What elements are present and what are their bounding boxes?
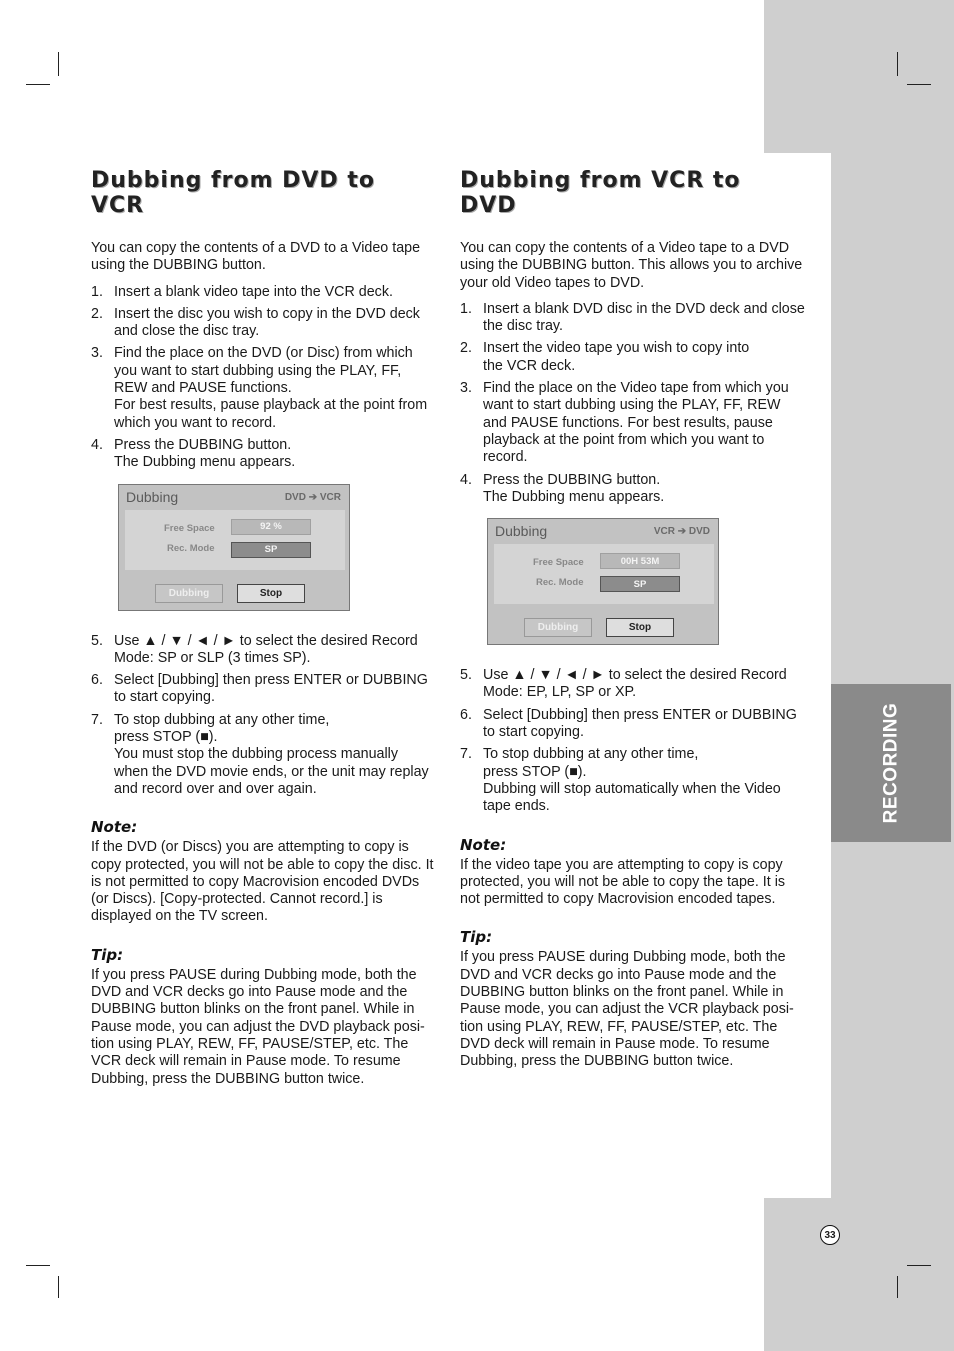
step-text: Use ▲ / ▼ / ◄ / ► to select the desired Record Mode: EP, LP, SP or XP. (483, 667, 787, 701)
step-item (460, 380, 805, 466)
step-text: Insert the disc you wish to copy in the DVD deck and close the disc tray. (114, 305, 420, 340)
step-text: Press the DUBBING button. The Dubbing menu appears. (114, 436, 296, 471)
step-text: Select [Dubbing] then press ENTER or DUBBING to start copying. (114, 672, 428, 706)
step-item (91, 345, 436, 431)
dubbing-menu (118, 484, 350, 611)
margin-band-top (764, 0, 954, 153)
free-space-label: Free Space (164, 522, 215, 534)
step-item (91, 306, 436, 341)
margin-band-bottom (764, 1198, 954, 1351)
steps-list (91, 633, 436, 799)
step-item (460, 340, 805, 375)
crop-mark (907, 1265, 931, 1266)
step-item (91, 437, 436, 472)
step-item (91, 633, 436, 668)
rec-mode-label: Rec. Mode (167, 542, 215, 554)
step-item (460, 746, 805, 815)
step-number: 1. (460, 300, 472, 317)
free-space-label: Free Space (533, 557, 584, 569)
step-number: 4. (91, 436, 103, 453)
step-text: Insert a blank DVD disc in the DVD deck and close the disc tray. (483, 300, 805, 335)
step-number: 5. (460, 667, 472, 684)
step-text: Find the place on the Video tape from which you want to start dubbing using the PLAY, FF, REW and PAUSE functions. For best results, pause playback at the point from which you want to record. (483, 380, 789, 466)
step-item (460, 667, 805, 702)
stop-button[interactable]: Stop (237, 584, 305, 603)
step-text: Find the place on the DVD (or Disc) from which you want to start dubbing using the PLAY, FF, REW and PAUSE functions. For best results, pause playback at the point from which you want to record. (114, 345, 428, 431)
intro-paragraph: You can copy the contents of a Video tape to a DVD using the DUBBING button. This allows you to archive your old Video tapes to DVD. (460, 240, 803, 291)
note-heading: Note: (91, 818, 138, 837)
step-number: 2. (91, 305, 103, 322)
step-item (460, 301, 805, 336)
note-text: If the DVD (or Discs) you are attempting to copy is copy protected, you will not be able to copy the disc. It is not permitted to copy Macrovision encoded DVDs (or Discs). [Copy-protected. Cannot record.] is displayed on the TV screen. (91, 839, 434, 925)
free-space-value: 92 % (231, 519, 311, 535)
crop-mark (58, 52, 59, 76)
dubbing-button[interactable]: Dubbing (155, 584, 223, 603)
crop-mark (26, 84, 50, 85)
crop-mark (897, 52, 898, 76)
section-tab-label: RECORDING (880, 702, 901, 824)
step-number: 3. (91, 345, 103, 362)
step-number: 5. (91, 632, 103, 649)
tip-text: If you press PAUSE during Dubbing mode, both the DVD and VCR decks go into Pause mode and the DUBBING button blinks on the front panel. While in Pause mode, you can adjust the DVD playback posi-tion using PLAY, REW, FF, PAUSE/STEP, etc. The VCR deck will remain in Pause mode. To resume Dubbing, press the DUBBING button twice. (91, 966, 425, 1087)
step-text: Insert a blank video tape into the VCR deck. (114, 283, 393, 300)
section-tab (831, 684, 951, 842)
step-item (91, 284, 436, 301)
step-item (91, 672, 436, 707)
menu-direction: DVD ➔ VCR (284, 491, 341, 503)
rec-mode-value: SP (231, 542, 311, 558)
tip-text: If you press PAUSE during Dubbing mode, both the DVD and VCR decks go into Pause mode and the DUBBING button blinks on the front panel. While in Pause mode, you can adjust the VCR playback posi-tion using PLAY, REW, FF, PAUSE/STEP, etc. The DVD deck will remain in Pause mode. To resume Dubbing, press the DUBBING button twice. (460, 949, 794, 1070)
crop-mark (897, 1276, 898, 1298)
intro-paragraph: You can copy the contents of a DVD to a Video tape using the DUBBING button. (91, 240, 421, 274)
crop-mark (907, 84, 931, 85)
step-text: To stop dubbing at any other time, press STOP (■). Dubbing will stop automatically when the Video tape ends. (483, 746, 781, 815)
page-number: 33 (820, 1225, 840, 1245)
dubbing-menu-screenshot (118, 484, 436, 611)
section-heading: Dubbing from DVD to VCR (91, 168, 375, 218)
column-vcr-to-dvd (460, 168, 805, 1071)
step-number: 7. (91, 711, 103, 728)
section-heading: Dubbing from VCR to DVD (460, 168, 741, 218)
steps-list (91, 284, 436, 472)
dubbing-menu (487, 518, 719, 645)
step-number: 6. (91, 672, 103, 689)
step-number: 4. (460, 471, 472, 488)
step-text: Insert the video tape you wish to copy into the VCR deck. (483, 340, 750, 374)
note-text: If the video tape you are attempting to copy is copy protected, you will not be able to copy the tape. It is not permitted to copy Macrovision encoded tapes. (460, 856, 786, 908)
step-text: Select [Dubbing] then press ENTER or DUBBING to start copying. (483, 706, 797, 741)
crop-mark (58, 1276, 59, 1298)
step-number: 6. (460, 706, 472, 723)
step-item (460, 472, 805, 507)
steps-list (460, 667, 805, 815)
tip-heading: Tip: (460, 928, 493, 947)
step-number: 3. (460, 380, 472, 397)
note-heading: Note: (460, 835, 507, 854)
step-number: 1. (91, 283, 103, 300)
dubbing-menu-screenshot (487, 518, 805, 645)
stop-button[interactable]: Stop (606, 618, 674, 637)
dubbing-button[interactable]: Dubbing (524, 618, 592, 637)
crop-mark (26, 1265, 50, 1266)
step-text: To stop dubbing at any other time, press STOP (■). You must stop the dubbing process manually when the DVD movie ends, or the unit may replay and record over and over again. (114, 711, 429, 797)
step-number: 7. (460, 746, 472, 763)
rec-mode-label: Rec. Mode (536, 577, 584, 589)
tip-heading: Tip: (91, 945, 124, 964)
column-dvd-to-vcr (91, 168, 436, 1088)
steps-list (460, 301, 805, 506)
step-item (91, 712, 436, 798)
rec-mode-value: SP (600, 576, 680, 592)
menu-direction: VCR ➔ DVD (653, 526, 710, 538)
free-space-value: 00H 53M (600, 553, 680, 569)
step-number: 2. (460, 340, 472, 357)
step-item (460, 707, 805, 742)
step-text: Press the DUBBING button. The Dubbing menu appears. (483, 471, 665, 505)
margin-band-side (831, 153, 954, 1198)
step-text: Use ▲ / ▼ / ◄ / ► to select the desired Record Mode: SP or SLP (3 times SP). (114, 632, 418, 666)
menu-title: Dubbing (126, 488, 179, 505)
menu-title: Dubbing (495, 523, 548, 540)
